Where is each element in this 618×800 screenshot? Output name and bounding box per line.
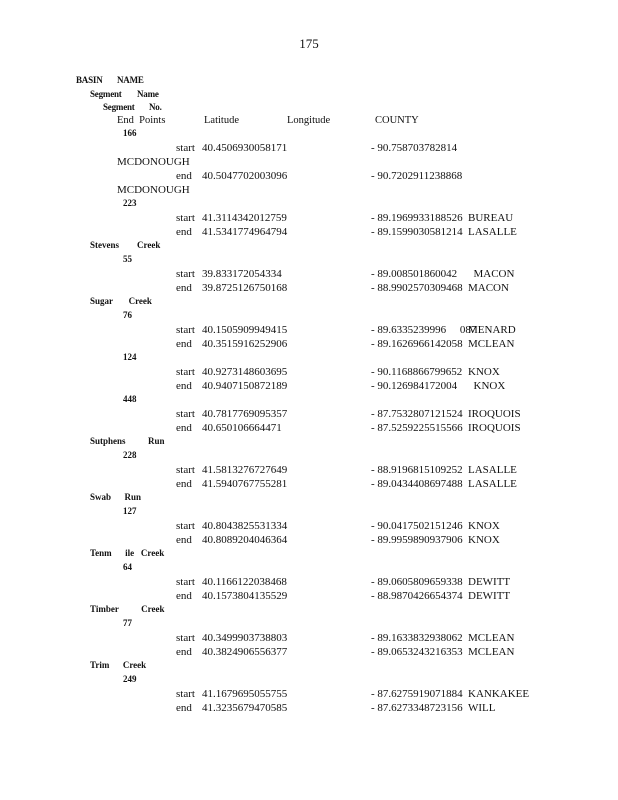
latitude-value: 41.5813276727649 <box>202 464 288 476</box>
county-value: LASALLE <box>468 226 517 238</box>
county-value: IROQUOIS <box>468 408 521 420</box>
longitude-value: - 89.1969933188526 <box>371 212 463 224</box>
header-longitude: Longitude <box>287 115 331 126</box>
point-label: end <box>176 422 192 434</box>
latitude-value: 41.5341774964794 <box>202 226 288 238</box>
county-value: LASALLE <box>468 464 517 476</box>
longitude-value: - 90.126984172004 <box>371 380 458 392</box>
county-value: KNOX <box>468 380 506 392</box>
page-number: 175 <box>299 36 319 51</box>
header-latitude: Latitude <box>204 115 239 126</box>
point-label: start <box>176 366 195 378</box>
basin-name: Stevens Creek <box>90 240 161 250</box>
segment-number: 166 <box>123 128 137 138</box>
county-wrapped: MCDONOUGH <box>117 184 190 196</box>
latitude-value: 40.3515916252906 <box>202 338 288 350</box>
county-value: DEWITT <box>468 576 511 588</box>
basin-name: Timber Creek <box>90 604 165 614</box>
point-label: end <box>176 590 192 602</box>
latitude-value: 40.3499903738803 <box>202 632 288 644</box>
point-label: end <box>176 702 192 714</box>
point-label: start <box>176 464 195 476</box>
segment-number: 127 <box>123 506 137 516</box>
longitude-value: - 89.9959890937906 <box>371 534 463 546</box>
longitude-value: - 88.9902570309468 <box>371 282 463 294</box>
longitude-value: - 89.0653243216353 <box>371 646 463 658</box>
county-value: MCLEAN <box>468 646 515 658</box>
longitude-value: - 90.7202911238868 <box>371 170 463 182</box>
latitude-value: 41.1679695055755 <box>202 688 288 700</box>
point-label: start <box>176 408 195 420</box>
longitude-value: - 89.1599030581214 <box>371 226 463 238</box>
longitude-value: - 88.9196815109252 <box>371 464 463 476</box>
point-label: end <box>176 646 192 658</box>
header-county: COUNTY <box>375 115 419 126</box>
longitude-value: - 87.7532807121524 <box>371 408 463 420</box>
latitude-value: 40.9407150872189 <box>202 380 288 392</box>
longitude-value: - 90.758703782814 <box>371 142 458 154</box>
county-value: IROQUOIS <box>468 422 521 434</box>
segment-number: 55 <box>123 254 132 264</box>
segment-number: 249 <box>123 674 137 684</box>
longitude-value: - 90.0417502151246 <box>371 520 463 532</box>
latitude-value: 40.4506930058171 <box>202 142 288 154</box>
point-label: start <box>176 576 195 588</box>
county-value: DEWITT <box>468 590 511 602</box>
county-value: KNOX <box>468 534 500 546</box>
header-basin: BASIN <box>76 75 103 85</box>
segment-number: 124 <box>123 352 137 362</box>
header-segment-2: Segment <box>103 102 135 112</box>
latitude-value: 40.1166122038468 <box>202 576 287 588</box>
longitude-value: - 89.008501860042 <box>371 268 458 280</box>
basin-name: Trim Creek <box>90 660 147 670</box>
point-label: end <box>176 478 192 490</box>
point-label: end <box>176 380 192 392</box>
point-label: start <box>176 520 195 532</box>
county-value: KNOX <box>468 366 500 378</box>
segment-number: 223 <box>123 198 137 208</box>
basin-name: Sugar Creek <box>90 296 152 306</box>
latitude-value: 41.3235679470585 <box>202 702 288 714</box>
point-label: start <box>176 212 195 224</box>
header-no: No. <box>149 102 162 112</box>
latitude-value: 40.1505909949415 <box>202 324 288 336</box>
county-value: MENARD <box>468 324 516 336</box>
point-label: end <box>176 226 192 238</box>
longitude-value: - 87.6273348723156 <box>371 702 463 714</box>
latitude-value: 41.3114342012759 <box>202 212 287 224</box>
county-value: KNOX <box>468 520 500 532</box>
latitude-value: 40.650106664471 <box>202 422 282 434</box>
longitude-value: - 89.1633832938062 <box>371 632 463 644</box>
latitude-value: 40.5047702003096 <box>202 170 288 182</box>
segment-number: 448 <box>123 394 137 404</box>
header-segment-name: Name <box>137 89 159 99</box>
county-value: MACON <box>468 268 515 280</box>
segment-number: 76 <box>123 310 132 320</box>
latitude-value: 39.833172054334 <box>202 268 282 280</box>
point-label: end <box>176 282 192 294</box>
latitude-value: 39.8725126750168 <box>202 282 288 294</box>
longitude-value: - 88.9870426654374 <box>371 590 463 602</box>
latitude-value: 41.5940767755281 <box>202 478 288 490</box>
basin-name: Swab Run <box>90 492 142 502</box>
latitude-value: 40.8089204046364 <box>202 534 288 546</box>
latitude-value: 40.8043825531334 <box>202 520 288 532</box>
latitude-value: 40.1573804135529 <box>202 590 288 602</box>
county-value: MACON <box>468 282 509 294</box>
longitude-value: - 89.1626966142058 <box>371 338 463 350</box>
header-end-points: End Points <box>117 115 166 126</box>
longitude-value: - 89.6335239996 087 <box>371 324 477 336</box>
county-value: BUREAU <box>468 212 514 224</box>
county-wrapped: MCDONOUGH <box>117 156 190 168</box>
latitude-value: 40.3824906556377 <box>202 646 288 658</box>
county-value: KANKAKEE <box>468 688 530 700</box>
segment-number: 64 <box>123 562 132 572</box>
county-value: MCLEAN <box>468 632 515 644</box>
point-label: start <box>176 324 195 336</box>
point-label: start <box>176 142 195 154</box>
longitude-value: - 87.6275919071884 <box>371 688 463 700</box>
basin-name: Sutphens Run <box>90 436 165 446</box>
point-label: end <box>176 534 192 546</box>
latitude-value: 40.9273148603695 <box>202 366 288 378</box>
header-segment: Segment <box>90 89 122 99</box>
segment-number: 228 <box>123 450 137 460</box>
longitude-value: - 87.5259225515566 <box>371 422 463 434</box>
segment-number: 77 <box>123 618 132 628</box>
basin-name: Tenm ile Creek <box>90 548 165 558</box>
longitude-value: - 89.0434408697488 <box>371 478 463 490</box>
longitude-value: - 89.0605809659338 <box>371 576 463 588</box>
county-value: LASALLE <box>468 478 517 490</box>
latitude-value: 40.7817769095357 <box>202 408 288 420</box>
county-value: MCLEAN <box>468 338 515 350</box>
county-value: WILL <box>468 702 496 714</box>
point-label: start <box>176 268 195 280</box>
header-name: NAME <box>117 75 144 85</box>
point-label: start <box>176 688 195 700</box>
point-label: start <box>176 632 195 644</box>
longitude-value: - 90.1168866799652 <box>371 366 463 378</box>
point-label: end <box>176 170 192 182</box>
point-label: end <box>176 338 192 350</box>
